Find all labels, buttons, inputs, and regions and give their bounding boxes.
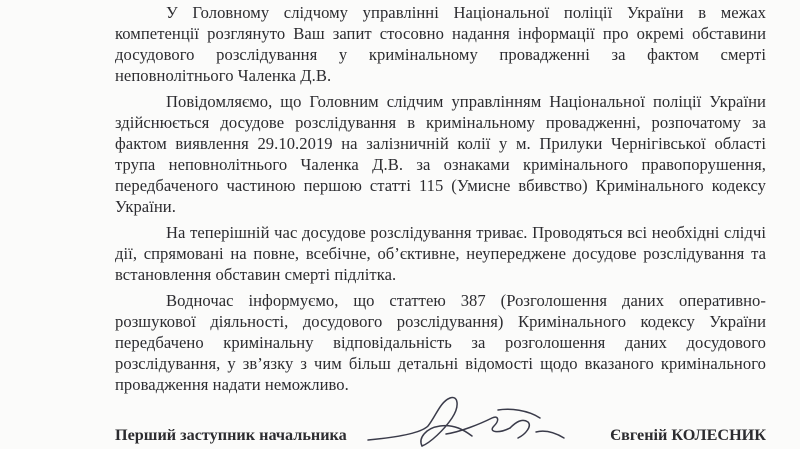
paragraph-investigation-status: На теперішній час досудове розслідування триває. Проводяться всі необхідні слідчі дії, спрямовані на повне, всебічне, об’єктивне, неупереджене досудове розслідування та встановлення обставин смерті підлітка. (115, 223, 766, 284)
signatory-name: Євгеній КОЛЕСНИК (610, 426, 766, 444)
letter-body (115, 2, 766, 400)
paragraph-investigation-info: Повідомляємо, що Головним слідчим управлінням Національної поліції України здійснюється досудове розслідування в кримінальному провадженні, розпочатому за фактом виявлення 29.10.2019 на залізничній колії у м. Прилуки Чернігівської області трупа неповнолітнього Чаленка Д.В. за ознаками кримінального правопорушення, передбаченого частиною першою статті 115 (Умисне вбивство) Кримінального кодексу України. (115, 92, 766, 216)
signature-block (115, 424, 766, 449)
paragraph-request-review: У Головному слідчому управлінні Національної поліції України в межах компетенції розглянуто Ваш запит стосовно надання інформації про окремі обставини досудового розслідування у кримінальному провадженні за фактом смерті неповнолітнього Чаленка Д.В. (115, 3, 766, 85)
signatory-title: Перший заступник начальника (115, 426, 347, 444)
paragraph-disclosure-notice: Водночас інформуємо, що статтею 387 (Розголошення даних оперативно-розшукової діяльності, досудового розслідування) Кримінального кодексу України передбачено кримінальну відповідальність за розголошення даних досудового розслідування, у зв’язку з чим більш детальні відомості щодо вказаного кримінального провадження надати неможливо. (115, 291, 766, 394)
